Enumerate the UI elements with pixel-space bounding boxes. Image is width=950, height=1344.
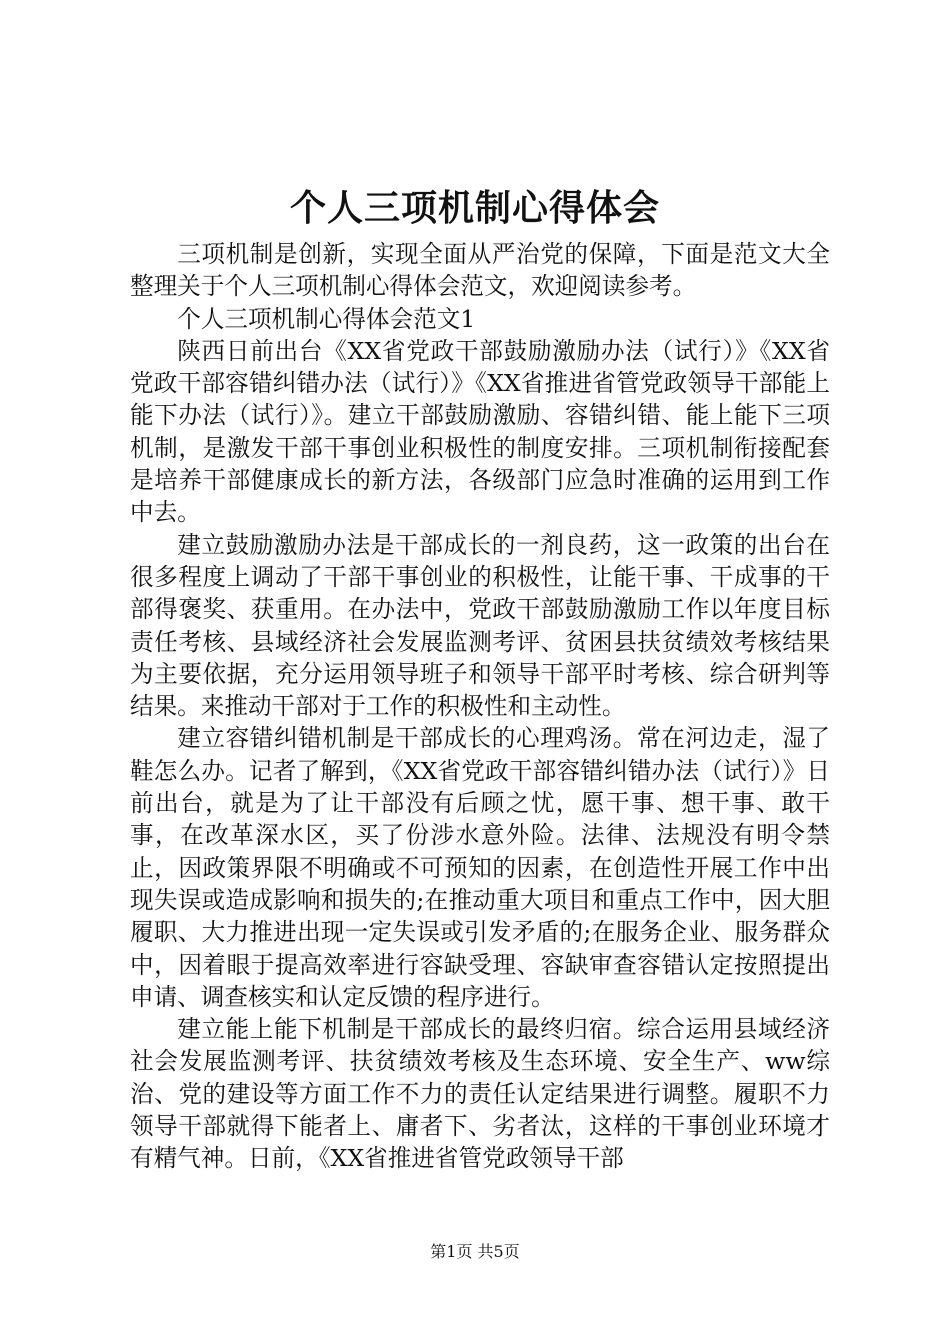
document-body	[130, 238, 830, 1175]
page-number-footer: 第1页 共5页	[430, 1242, 520, 1261]
intro-paragraph: 三项机制是创新，实现全面从严治党的保障，下面是范文大全整理关于个人三项机制心得体会范文，欢迎阅读参考。	[130, 240, 830, 301]
body-paragraph: 建立容错纠错机制是干部成长的心理鸡汤。常在河边走，湿了鞋怎么办。记者了解到，《XX省党政干部容错纠错办法（试行）》日前出台，就是为了让干部没有后顾之忧，愿干事、想干事、敢干事，在改革深水区，买了份涉水意外险。法律、法规没有明令禁止，因政策界限不明确或不可预知的因素，在创造性开展工作中出现失误或造成影响和损失的;在推动重大项目和重点工作中，因大胆履职、大力推进出现一定失误或引发矛盾的;在服务企业、服务群众中，因着眼于提高效率进行容缺受理、容缺审查容错认定按照提出申请、调查核实和认定反馈的程序进行。	[130, 724, 830, 1011]
body-paragraph: 建立能上能下机制是干部成长的最终归宿。综合运用县域经济社会发展监测考评、扶贫绩效考核及生态环境、安全生产、ww综治、党的建设等方面工作不力的责任认定结果进行调整。履职不力领导干部就得下能者上、庸者下、劣者汰，这样的干事创业环境才有精气神。日前，《XX省推进省管党政领导干部	[130, 1015, 830, 1173]
body-paragraph: 建立鼓励激励办法是干部成长的一剂良药，这一政策的出台在很多程度上调动了干部干事创业的积极性，让能干事、干成事的干部得褒奖、获重用。在办法中，党政干部鼓励激励工作以年度目标责任考核、县域经济社会发展监测考评、贫困县扶贫绩效考核结果为主要依据，充分运用领导班子和领导干部平时考核、综合研判等结果。来推动干部对于工作的积极性和主动性。	[130, 530, 830, 721]
body-paragraph: 陕西日前出台《XX省党政干部鼓励激励办法（试行）》《XX省党政干部容错纠错办法（试行）》《XX省推进省管党政领导干部能上能下办法（试行）》。建立干部鼓励激励、容错纠错、能上能下三项机制，是激发干部干事创业积极性的制度安排。三项机制衔接配套是培养干部健康成长的新方法，各级部门应急时准确的运用到工作中去。	[130, 336, 830, 527]
section-heading: 个人三项机制心得体会范文1	[177, 304, 476, 333]
document-title: 个人三项机制心得体会	[289, 187, 660, 229]
